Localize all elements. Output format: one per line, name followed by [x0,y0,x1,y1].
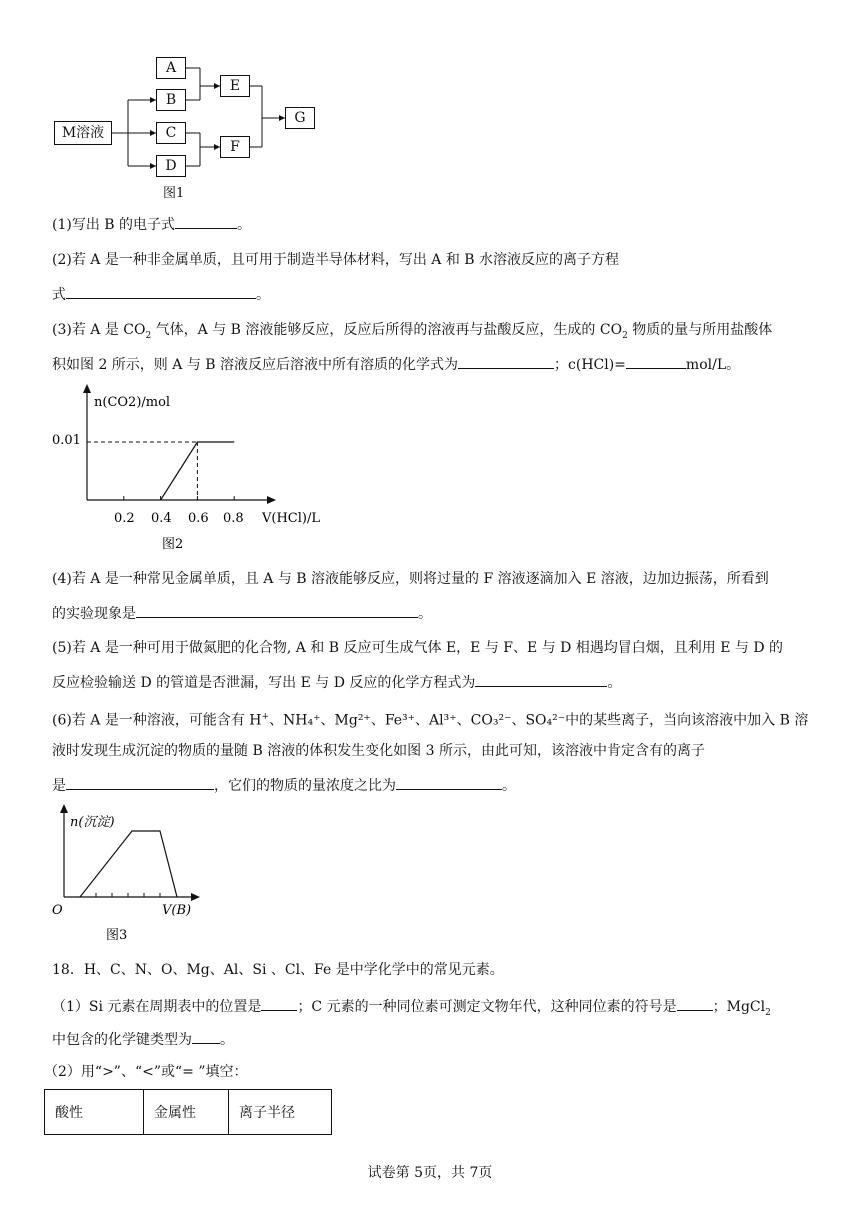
question-6-line1 [52,707,808,731]
q6-line1-a: (6)若 A 是一种溶液，可能含有 H [52,712,262,729]
q3-line2-c: mol/L。 [685,357,741,373]
figure2-chart [40,380,360,560]
q3-sub-1: 2 [145,330,152,341]
q18-p1-sub: 2 [765,1007,771,1018]
question-18-part2 [44,1062,248,1082]
question-4-line2 [52,603,432,624]
q18-position-blank[interactable] [261,996,297,1011]
q18-p2: （2）用“>”、“<”或“= ”填空： [44,1064,248,1080]
q18-bond-blank[interactable] [192,1029,220,1044]
question-5-line1 [52,638,783,658]
q6-line3-a: 是 [52,778,66,794]
fig3-y-arrow [60,804,68,813]
box-b: B [156,89,186,111]
q3-concentration-blank[interactable] [626,354,686,369]
q18-isotope-blank[interactable] [677,996,713,1011]
fig3-precipitate-curve [80,831,177,897]
q6-line3-c: 。 [502,778,516,794]
q3-line1-b: 气体，A 与 B 溶液能够反应，反应后所得的溶液再与盐酸反应，生成的 CO [151,322,623,338]
question-6-line3 [52,775,516,796]
box-e: E [220,75,250,97]
q5-line2-start: 反应检验输送 D 的管道是否泄漏，写出 E 与 D 反应的化学方程式为 [52,675,476,691]
q1-answer-blank[interactable] [175,214,237,229]
q4-line2-start: 的实验现象是 [52,606,136,622]
question-5-line2 [52,672,621,693]
fig2-x-tick-3: 0.8 [223,511,244,526]
question-3-line2 [52,354,740,375]
q6-line3-b: ，它们的物质的量浓度之比为 [214,778,396,794]
q6-line2: 液时发现生成沉淀的物质的量随 B 溶液的体积发生变化如图 3 所示，由此可知，该溶液中肯定含有的离子 [52,743,705,759]
q2-line2-start: 式 [52,287,66,303]
q3-sub-2: 2 [622,330,628,341]
q18-p1-d: 中包含的化学键类型为 [52,1032,192,1048]
q18-intro: 18．H、C、N、O、Mg、Al、Si 、Cl、Fe 是中学化学中的常见元素。 [52,962,504,978]
q6-ratio-blank[interactable] [396,775,502,790]
fig3-origin: O [52,903,63,918]
q4-end: 。 [418,606,432,622]
question-18-part1-line1 [52,996,771,1023]
q18-p1-c: ；MgCl [712,999,766,1015]
q3-formula-blank[interactable] [458,354,554,369]
figure3-chart [44,800,224,950]
question-2-line1 [52,250,619,270]
figure1-caption: 图1 [163,186,185,201]
m-solution-box: M溶液 [54,121,112,145]
page-footer: 试卷第 5页，共 7页 [367,1165,493,1181]
q4-answer-blank[interactable] [136,603,418,618]
question-1 [52,214,251,235]
q4-text: (4)若 A 是一种常见金属单质，且 A 与 B 溶液能够反应，则将过量的 F 溶液逐滴加入 E 溶液，边加边振荡，所看到 [52,571,769,587]
q5-text: (5)若 A 是一种可用于做氮肥的化合物, A 和 B 反应可生成气体 E，E 与 F、E 与 D 相遇均冒白烟，且利用 E 与 D 的 [52,640,784,656]
q18-p1-a: （1）Si 元素在周期表中的位置是 [52,999,262,1015]
q5-answer-blank[interactable] [475,672,607,687]
table-header-acidity: 酸性 [45,1090,144,1135]
question-3-line1 [52,320,772,346]
comparison-table [44,1089,332,1135]
fig2-x-arrow [267,496,276,504]
fig2-x-tick-1: 0.4 [151,511,172,526]
question-18-part1-line2 [52,1029,234,1050]
q3-line1-a: (3)若 A 是 CO [52,322,146,338]
fig2-x-label: V(HCl)/L [262,511,320,526]
fig3-caption: 图3 [106,928,128,943]
table-row [45,1090,332,1135]
box-g: G [285,107,315,129]
fig2-y-tick-0.01: 0.01 [52,433,81,448]
fig2-y-arrow [83,384,91,393]
q2-text: (2)若 A 是一种非金属单质，且可用于制造半导体材料，写出 A 和 B 水溶液反应的离子方程 [52,252,620,268]
q5-end: 。 [607,675,622,691]
question-2-line2 [52,284,270,305]
box-c: C [156,122,186,144]
q6-ions-blank[interactable] [66,775,214,790]
table-header-metallicity: 金属性 [144,1090,229,1135]
q2-answer-blank[interactable] [66,284,256,299]
question-4-line1 [52,569,769,589]
q3-line2-a: 积如图 2 所示，则 A 与 B 溶液反应后溶液中所有溶质的化学式为 [52,357,459,373]
fig2-x-tick-0: 0.2 [114,511,135,526]
box-a: A [156,57,186,79]
fig3-x-label: V(B) [162,903,192,918]
box-f: F [220,136,250,158]
q3-line1-c: 物质的量与所用盐酸体 [627,322,773,338]
q6-ions: 、NH₄⁺、Mg²⁺、Fe³⁺、Al³⁺、CO₃²⁻、SO₄²⁻ [269,712,566,729]
fig2-x-tick-2: 0.6 [188,511,209,526]
fig2-y-label: n(CO2)/mol [94,395,171,410]
question-6-line2 [52,741,705,761]
q3-line2-b: ；c(HCl)= [554,357,626,373]
q18-p1-e: 。 [220,1032,234,1048]
question-18-intro [52,960,504,980]
box-d: D [156,155,186,177]
q1-end: 。 [237,217,252,233]
figure1-connectors [0,0,860,200]
q1-text: (1)写出 B 的电子式 [52,217,176,233]
q6-h-plus: + [261,712,270,722]
q2-end: 。 [256,287,270,303]
q18-p1-b: ；C 元素的一种同位素可测定文物年代，这种同位素的符号是 [297,999,677,1015]
fig3-x-arrow [191,893,200,901]
fig3-y-label: n(沉淀) [70,815,115,830]
q6-line1-b: 中的某些离子，当向该溶液中加入 B 溶 [565,712,809,729]
table-header-ion-radius: 离子半径 [229,1090,332,1135]
fig2-caption: 图2 [162,537,184,552]
